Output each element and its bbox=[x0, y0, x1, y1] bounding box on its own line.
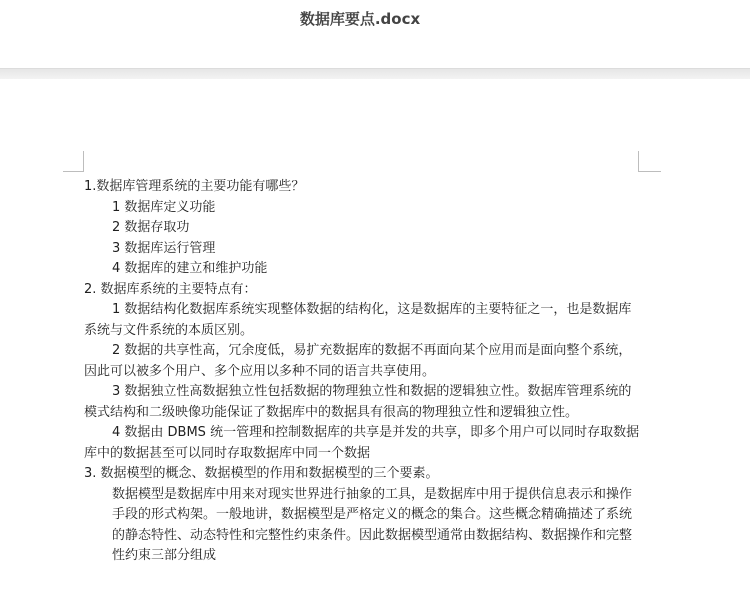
margin-corner-top-right bbox=[638, 151, 661, 172]
question-2-item: 2 数据的共享性高，冗余度低，易扩充数据库的数据不再面向某个应用而是面向整个系统，因此可以被多个用户、多个应用以多种不同的语言共享使用。 bbox=[84, 343, 632, 379]
question-1-item: 1 数据库定义功能 bbox=[112, 199, 216, 215]
question-2-item: 1 数据结构化数据库系统实现整体数据的结构化，这是数据库的主要特征之一，也是数据库系统与文件系统的本质区别。 bbox=[84, 302, 632, 338]
title-bar bbox=[0, 0, 750, 68]
question-2-item: 3 数据独立性高数据独立性包括数据的物理独立性和数据的逻辑独立性。数据库管理系统的模式结构和二级映像功能保证了数据库中的数据具有很高的物理独立性和逻辑独立性。 bbox=[84, 384, 632, 420]
document-page bbox=[0, 79, 750, 590]
question-2-item: 4 数据由 DBMS 统一管理和控制数据库的共享是并发的共享，即多个用户可以同时存取数据库中的数据甚至可以同时存取数据库中同一个数据 bbox=[84, 425, 640, 461]
question-3-heading: 3. 数据模型的概念、数据模型的作用和数据模型的三个要素。 bbox=[84, 466, 439, 481]
question-1-item: 2 数据存取功 bbox=[112, 220, 190, 235]
question-1-item: 3 数据库运行管理 bbox=[112, 240, 216, 256]
question-1-item: 4 数据库的建立和维护功能 bbox=[112, 261, 268, 276]
document-body[interactable] bbox=[84, 177, 640, 567]
question-2-heading: 2. 数据库系统的主要特点有： bbox=[84, 281, 257, 297]
document-title: 数据库要点.docx bbox=[299, 10, 421, 28]
margin-corner-top-left bbox=[63, 151, 84, 172]
question-1-heading: 1.数据库管理系统的主要功能有哪些？ bbox=[84, 179, 305, 194]
question-3-body: 数据模型是数据库中用来对现实世界进行抽象的工具，是数据库中用于提供信息表示和操作手段的形式构架。一般地讲，数据模型是严格定义的概念的集合。这些概念精确描述了系统的静态特性、动态特性和完整性约束条件。因此数据模型通常由数据结构、数据操作和完整性约束三部分组成 bbox=[112, 486, 633, 563]
